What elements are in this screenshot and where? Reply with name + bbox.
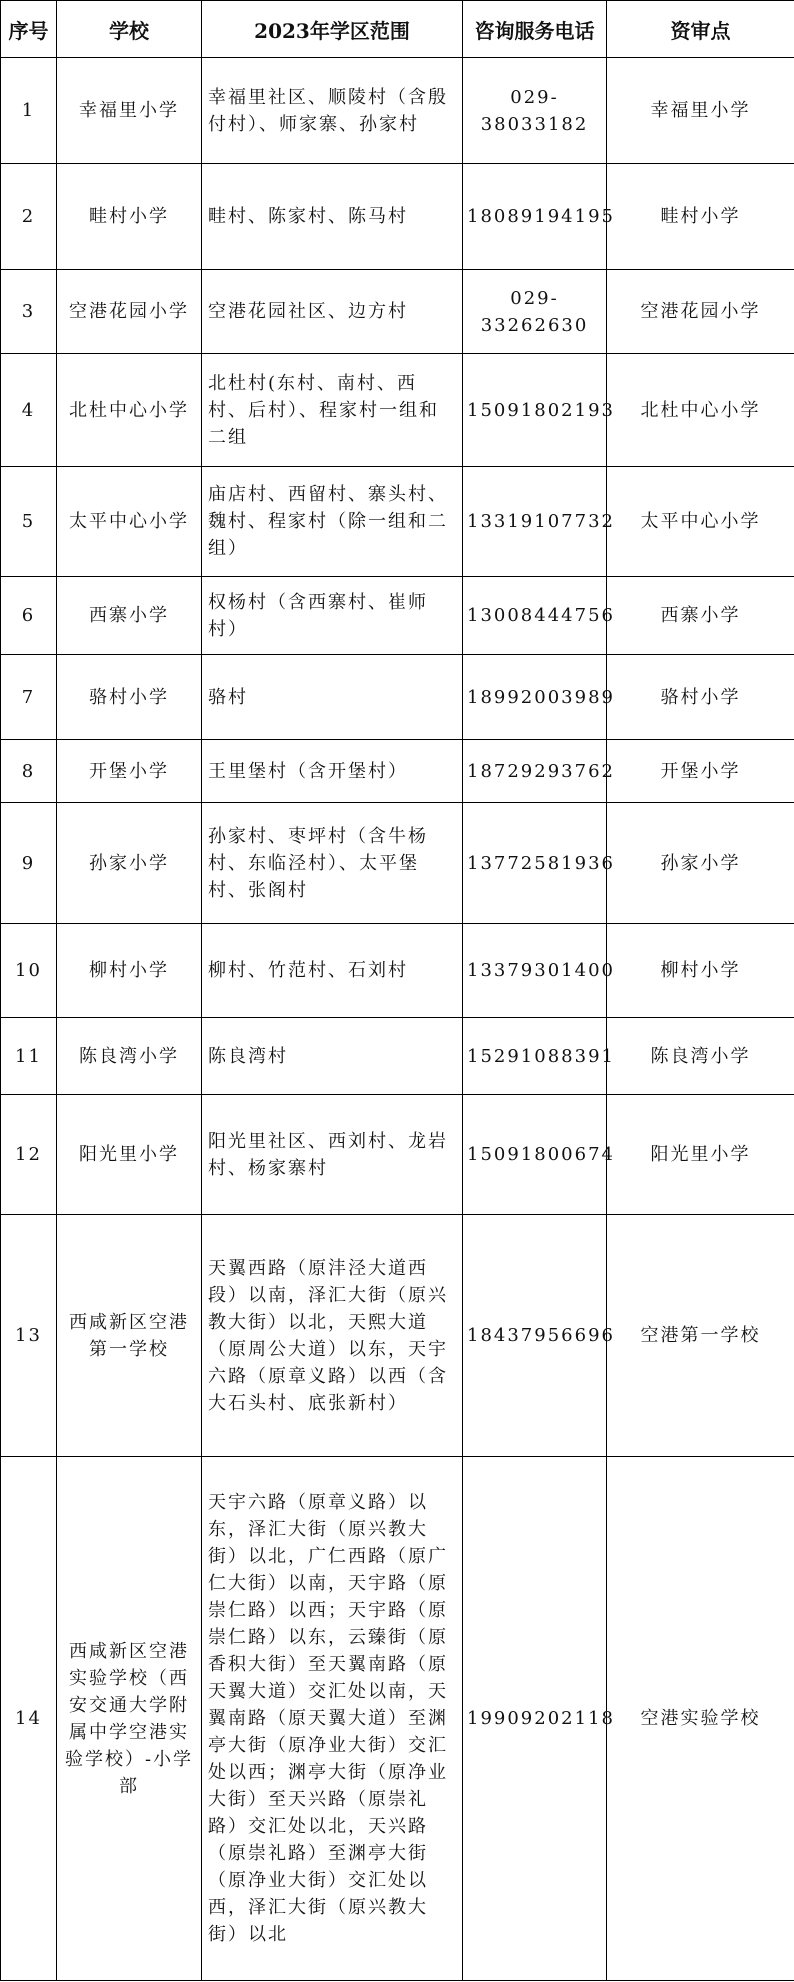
row-num: 6 [1, 577, 57, 655]
row-num: 8 [1, 740, 57, 803]
row-school: 西咸新区空港实验学校（西安交通大学附属中学空港实验学校）-小学部 [57, 1457, 202, 1981]
row-phone: 15291088391 [463, 1018, 607, 1095]
row-phone: 13319107732 [463, 467, 607, 577]
row-phone: 18437956696 [463, 1215, 607, 1457]
table-row [1, 577, 794, 655]
row-review: 空港花园小学 [607, 270, 794, 354]
row-range: 孙家村、枣坪村（含牛杨村、东临泾村）、太平堡村、张阁村 [202, 803, 463, 924]
row-range: 陈良湾村 [202, 1018, 463, 1095]
row-school: 柳村小学 [57, 924, 202, 1018]
row-num: 9 [1, 803, 57, 924]
row-num: 7 [1, 655, 57, 740]
row-review: 畦村小学 [607, 164, 794, 270]
row-review: 空港实验学校 [607, 1457, 794, 1981]
row-phone: 13772581936 [463, 803, 607, 924]
table-row [1, 924, 794, 1018]
row-range: 天翼西路（原沣泾大道西段）以南，泽汇大街（原兴教大街）以北，天熙大道（原周公大道）以东，天宇六路（原章义路）以西（含大石头村、底张新村） [202, 1215, 463, 1457]
table-row [1, 1095, 794, 1215]
row-range: 北杜村(东村、南村、西村、后村）、程家村一组和二组 [202, 354, 463, 467]
row-phone: 13379301400 [463, 924, 607, 1018]
row-num: 13 [1, 1215, 57, 1457]
header-range: 2023年学区范围 [202, 1, 463, 58]
row-school: 畦村小学 [57, 164, 202, 270]
row-num: 12 [1, 1095, 57, 1215]
row-review: 西寨小学 [607, 577, 794, 655]
row-review: 骆村小学 [607, 655, 794, 740]
row-range: 空港花园社区、边方村 [202, 270, 463, 354]
table-row [1, 354, 794, 467]
header-review: 资审点 [607, 1, 794, 58]
row-school: 开堡小学 [57, 740, 202, 803]
row-phone: 15091802193 [463, 354, 607, 467]
row-review: 空港第一学校 [607, 1215, 794, 1457]
row-phone: 19909202118 [463, 1457, 607, 1981]
row-phone: 029-38033182 [463, 58, 607, 164]
row-school: 空港花园小学 [57, 270, 202, 354]
table-row [1, 1457, 794, 1981]
row-phone: 18089194195 [463, 164, 607, 270]
header-phone: 咨询服务电话 [463, 1, 607, 58]
row-review: 孙家小学 [607, 803, 794, 924]
table-row [1, 803, 794, 924]
row-review: 北杜中心小学 [607, 354, 794, 467]
row-school: 太平中心小学 [57, 467, 202, 577]
row-school: 陈良湾小学 [57, 1018, 202, 1095]
row-review: 陈良湾小学 [607, 1018, 794, 1095]
header-row [1, 1, 794, 58]
row-phone: 18729293762 [463, 740, 607, 803]
row-review: 柳村小学 [607, 924, 794, 1018]
row-range: 权杨村（含西寨村、崔师村） [202, 577, 463, 655]
row-range: 庙店村、西留村、寨头村、魏村、程家村（除一组和二组） [202, 467, 463, 577]
row-num: 2 [1, 164, 57, 270]
row-range: 阳光里社区、西刘村、龙岩村、杨家寨村 [202, 1095, 463, 1215]
row-school: 骆村小学 [57, 655, 202, 740]
header-school: 学校 [57, 1, 202, 58]
row-school: 西咸新区空港第一学校 [57, 1215, 202, 1457]
header-num: 序号 [1, 1, 57, 58]
row-review: 太平中心小学 [607, 467, 794, 577]
table-row [1, 164, 794, 270]
row-phone: 15091800674 [463, 1095, 607, 1215]
row-range: 王里堡村（含开堡村） [202, 740, 463, 803]
table-row [1, 1018, 794, 1095]
row-school: 西寨小学 [57, 577, 202, 655]
row-range: 柳村、竹范村、石刘村 [202, 924, 463, 1018]
row-range: 幸福里社区、顺陵村（含殷付村）、师家寨、孙家村 [202, 58, 463, 164]
table-row [1, 655, 794, 740]
table-row [1, 1215, 794, 1457]
row-phone: 13008444756 [463, 577, 607, 655]
row-num: 3 [1, 270, 57, 354]
row-review: 阳光里小学 [607, 1095, 794, 1215]
row-num: 4 [1, 354, 57, 467]
row-review: 幸福里小学 [607, 58, 794, 164]
row-phone: 029-33262630 [463, 270, 607, 354]
row-school: 孙家小学 [57, 803, 202, 924]
table-row [1, 740, 794, 803]
row-num: 14 [1, 1457, 57, 1981]
row-range: 骆村 [202, 655, 463, 740]
row-school: 北杜中心小学 [57, 354, 202, 467]
row-num: 10 [1, 924, 57, 1018]
row-num: 1 [1, 58, 57, 164]
table-row [1, 58, 794, 164]
row-range: 天宇六路（原章义路）以东，泽汇大街（原兴教大街）以北，广仁西路（原广仁大街）以南，天宇路（原崇仁路）以西；天宇路（原崇仁路）以东，云臻街（原香积大街）至天翼南路（原天翼大道）交汇处以南，天翼南路（原天翼大道）至渊亭大街（原净业大街）交汇处以西；渊亭大街（原净业大街）至天兴路（原崇礼路）交汇处以北，天兴路（原崇礼路）至渊亭大街（原净业大街）交汇处以西，泽汇大街（原兴教大街）以北 [202, 1457, 463, 1981]
table-row [1, 270, 794, 354]
row-phone: 18992003989 [463, 655, 607, 740]
row-school: 幸福里小学 [57, 58, 202, 164]
row-school: 阳光里小学 [57, 1095, 202, 1215]
row-review: 开堡小学 [607, 740, 794, 803]
table-row [1, 467, 794, 577]
row-range: 畦村、陈家村、陈马村 [202, 164, 463, 270]
row-num: 5 [1, 467, 57, 577]
row-num: 11 [1, 1018, 57, 1095]
